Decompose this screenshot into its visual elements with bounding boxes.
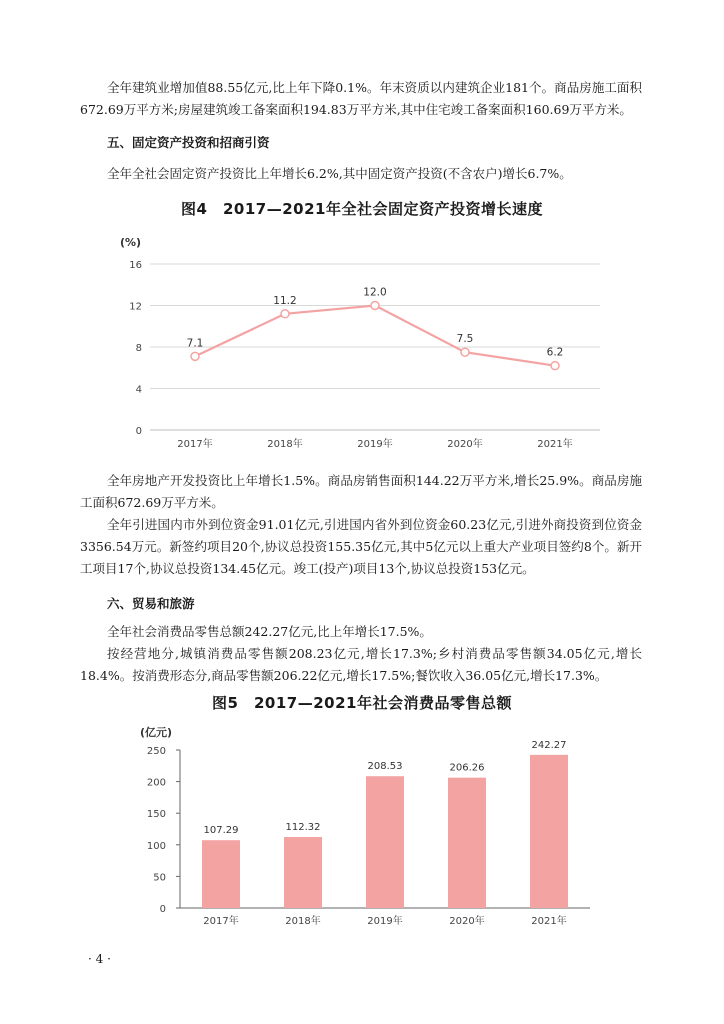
chart4-y-axis-label: (%) bbox=[120, 236, 142, 249]
chart5-y-tick-label: 200 bbox=[146, 777, 166, 789]
chart5-bar bbox=[202, 840, 240, 908]
chart4-y-tick-label: 4 bbox=[135, 384, 142, 396]
paragraph-fixed-investment: 全年全社会固定资产投资比上年增长6.2%,其中固定资产投资(不含农户)增长6.7%。 bbox=[107, 166, 572, 181]
chart4-data-point bbox=[191, 352, 199, 360]
chart4-data-label: 11.2 bbox=[273, 294, 297, 307]
chart5-bar bbox=[530, 755, 568, 908]
chart4-line-chart bbox=[100, 232, 640, 460]
chart4-data-point bbox=[371, 302, 379, 310]
chart4-y-tick-label: 12 bbox=[129, 301, 142, 313]
paragraph-retail-total: 全年社会消费品零售总额242.27亿元,比上年增长17.5%。 bbox=[107, 624, 432, 639]
chart5-data-label: 206.26 bbox=[449, 762, 485, 774]
chart5-y-tick-label: 100 bbox=[146, 840, 166, 852]
chart4-data-point bbox=[551, 362, 559, 370]
chart4-y-tick-label: 16 bbox=[129, 260, 142, 271]
paragraph-investment-attraction: 全年引进国内市外到位资金91.01亿元,引进国内省外到位资金60.23亿元,引进外商投资到位资金3356.54万元。新签约项目20个,协议总投资155.35亿元,其中5亿元以上重大产业项目签约8个。新开工项目17个,协议总投资134.45亿元。竣工(投产)项目13个,协议总投资153亿元。 bbox=[80, 517, 642, 576]
chart5-title: 图5 2017—2021年社会消费品零售总额 bbox=[212, 694, 512, 712]
section-heading-trade: 六、贸易和旅游 bbox=[107, 596, 195, 611]
chart4-y-tick-label: 8 bbox=[135, 343, 142, 354]
paragraph-construction: 全年建筑业增加值88.55亿元,比上年下降0.1%。年末资质以内建筑企业181个。商品房施工面积672.69万平方米;房屋建筑竣工备案面积194.83万平方米,其中住宅竣工备案面积160.69万平方米。 bbox=[80, 80, 642, 117]
chart5-y-tick-label: 0 bbox=[159, 904, 166, 915]
chart5-x-tick-label: 2021年 bbox=[531, 916, 567, 927]
chart5-y-tick-label: 50 bbox=[153, 872, 166, 884]
chart5-bar bbox=[366, 776, 404, 908]
chart5-bar bbox=[284, 837, 322, 908]
section-heading-investment: 五、固定资产投资和招商引资 bbox=[107, 135, 270, 150]
chart5-data-label: 107.29 bbox=[203, 825, 239, 837]
chart5-x-tick-label: 2019年 bbox=[367, 916, 403, 927]
chart5-y-tick-label: 150 bbox=[146, 809, 166, 821]
chart4-series-line bbox=[195, 306, 555, 366]
chart5-x-tick-label: 2020年 bbox=[449, 916, 485, 927]
paragraph-retail-detail: 按经营地分,城镇消费品零售额208.23亿元,增长17.3%;乡村消费品零售额34.05亿元,增长18.4%。按消费形态分,商品零售额206.22亿元,增长17.5%;餐饮收入36.05亿元,增长17.3%。 bbox=[80, 646, 642, 683]
chart5-bar bbox=[448, 778, 486, 908]
chart4-data-point bbox=[461, 348, 469, 356]
chart5-x-tick-label: 2017年 bbox=[203, 916, 239, 927]
chart4-x-tick-label: 2017年 bbox=[177, 439, 213, 450]
chart5-data-label: 112.32 bbox=[285, 822, 321, 834]
chart4-x-tick-label: 2020年 bbox=[447, 439, 483, 450]
chart4-data-label: 7.1 bbox=[186, 337, 204, 350]
chart5-y-tick-label: 250 bbox=[146, 746, 166, 757]
chart4-data-label: 7.5 bbox=[456, 333, 474, 346]
chart4-x-tick-label: 2018年 bbox=[267, 439, 303, 450]
chart5-x-tick-label: 2018年 bbox=[285, 916, 321, 927]
chart4-data-label: 12.0 bbox=[363, 286, 387, 299]
chart4-x-tick-label: 2019年 bbox=[357, 439, 393, 450]
chart4-x-tick-label: 2021年 bbox=[537, 439, 573, 450]
paragraph-real-estate: 全年房地产开发投资比上年增长1.5%。商品房销售面积144.22万平方米,增长25.9%。商品房施工面积672.69万平方米。 bbox=[80, 473, 642, 510]
chart4-title: 图4 2017—2021年全社会固定资产投资增长速度 bbox=[181, 200, 543, 218]
chart4-y-tick-label: 0 bbox=[135, 426, 142, 437]
chart5-y-axis-label: (亿元) bbox=[140, 726, 173, 739]
chart4-data-label: 6.2 bbox=[546, 346, 564, 359]
chart5-data-label: 208.53 bbox=[367, 761, 403, 773]
page-number: · 4 · bbox=[88, 952, 111, 966]
chart4-data-point bbox=[281, 310, 289, 318]
chart5-bar-chart bbox=[110, 722, 610, 934]
chart5-data-label: 242.27 bbox=[531, 739, 567, 751]
